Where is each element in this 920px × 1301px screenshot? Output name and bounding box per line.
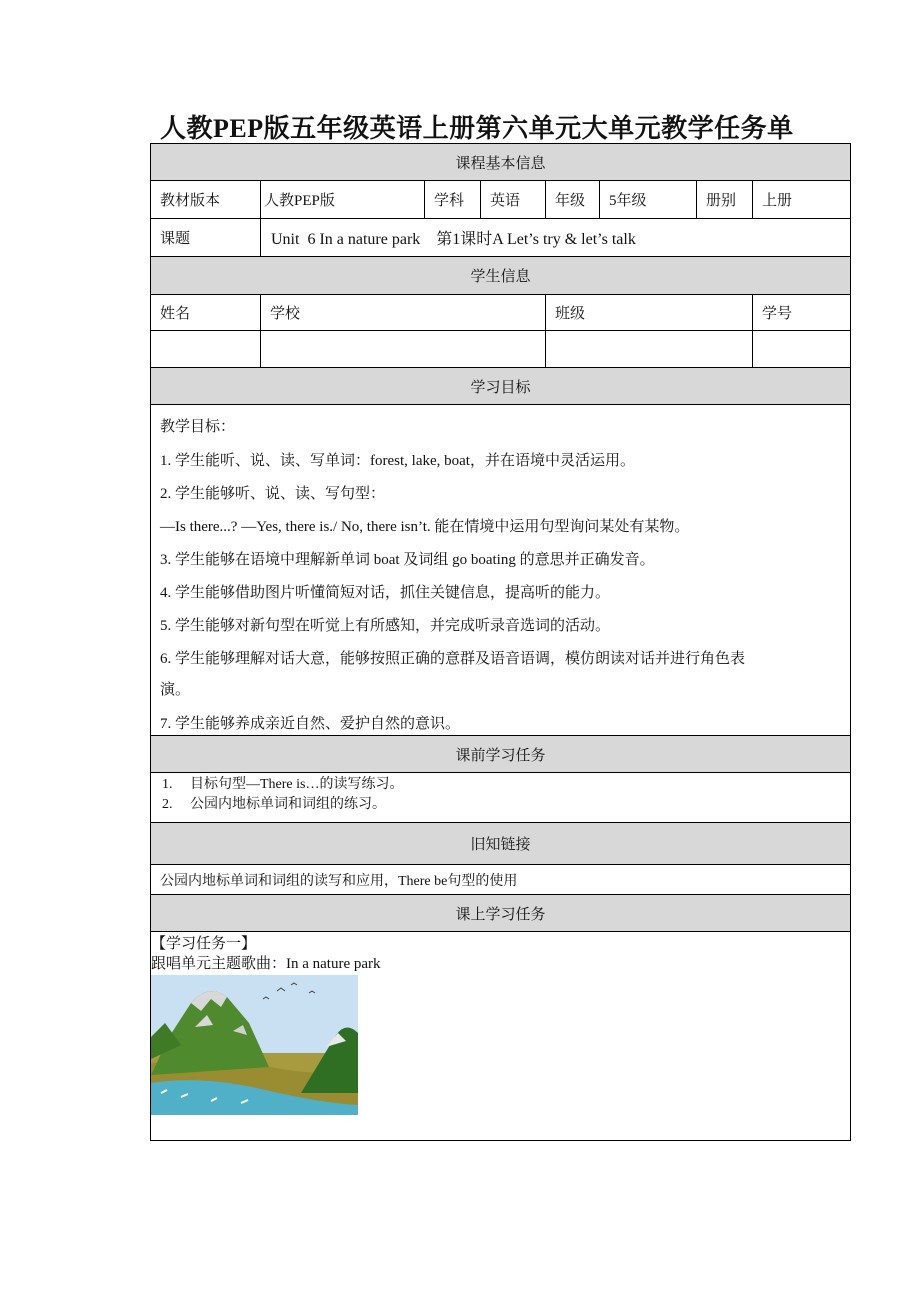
pre-class-item: 2. 公园内地标单词和词组的练习。 xyxy=(162,797,386,812)
prior-knowledge-text: 公园内地标单词和词组的读写和应用，There be句型的使用 xyxy=(151,865,851,895)
class-field[interactable] xyxy=(546,331,753,368)
student-info-heading: 学生信息 xyxy=(151,257,851,295)
objective-item: 5. 学生能够对新句型在听觉上有所感知，并完成听录音选词的活动。 xyxy=(160,618,611,634)
pre-class-heading: 课前学习任务 xyxy=(151,736,851,773)
grade-value: 5年级 xyxy=(600,181,697,219)
task-one-label: 【学习任务一】 xyxy=(151,936,257,952)
in-class-task-cell xyxy=(151,932,851,1141)
objectives-heading: 学习目标 xyxy=(151,368,851,405)
school-label: 学校 xyxy=(261,295,546,331)
objective-item: 1. 学生能听、说、读、写单词：forest, lake, boat，并在语境中灵活运用。 xyxy=(160,453,635,469)
pre-class-item: 1. 目标句型—There is…的读写练习。 xyxy=(162,777,404,792)
topic-value: Unit 6 In a nature park 第1课时A Let’s try & let’s talk xyxy=(261,219,851,257)
task-sheet-table xyxy=(150,143,850,1141)
student-id-field[interactable] xyxy=(753,331,851,368)
in-class-heading: 课上学习任务 xyxy=(151,895,851,932)
objective-item: 2. 学生能够听、说、读、写句型： xyxy=(160,486,386,502)
volume-value: 上册 xyxy=(753,181,851,219)
course-info-heading: 课程基本信息 xyxy=(151,144,851,181)
name-label: 姓名 xyxy=(151,295,261,331)
nature-park-illustration xyxy=(151,975,358,1115)
textbook-label: 教材版本 xyxy=(151,181,261,219)
topic-label: 课题 xyxy=(151,219,261,257)
objective-item: 4. 学生能够借助图片听懂简短对话，抓住关键信息，提高听的能力。 xyxy=(160,585,611,601)
objective-item: 演。 xyxy=(160,682,191,698)
prior-knowledge-heading: 旧知链接 xyxy=(151,823,851,865)
school-field[interactable] xyxy=(261,331,546,368)
subject-value: 英语 xyxy=(481,181,546,219)
objective-item: 3. 学生能够在语境中理解新单词 boat 及词组 go boating 的意思并正确发音。 xyxy=(160,552,655,568)
objectives-intro: 教学目标： xyxy=(160,419,236,435)
name-field[interactable] xyxy=(151,331,261,368)
subject-label: 学科 xyxy=(425,181,481,219)
objective-item: 7. 学生能够养成亲近自然、爱护自然的意识。 xyxy=(160,716,461,732)
class-label: 班级 xyxy=(546,295,753,331)
student-id-label: 学号 xyxy=(753,295,851,331)
objective-item: 6. 学生能够理解对话大意，能够按照正确的意群及语音语调，模仿朗读对话并进行角色表 xyxy=(160,651,746,667)
volume-label: 册别 xyxy=(697,181,753,219)
task-one-text: 跟唱单元主题歌曲：In a nature park xyxy=(151,956,381,972)
grade-label: 年级 xyxy=(546,181,600,219)
pre-class-cell xyxy=(151,773,851,823)
objectives-cell xyxy=(151,405,851,736)
textbook-value: 人教PEP版 xyxy=(261,181,425,219)
document-title: 人教PEP版五年级英语上册第六单元大单元教学任务单 xyxy=(160,114,794,143)
objective-item: —Is there...? —Yes, there is./ No, there isn’t. 能在情境中运用句型询问某处有某物。 xyxy=(160,519,690,535)
